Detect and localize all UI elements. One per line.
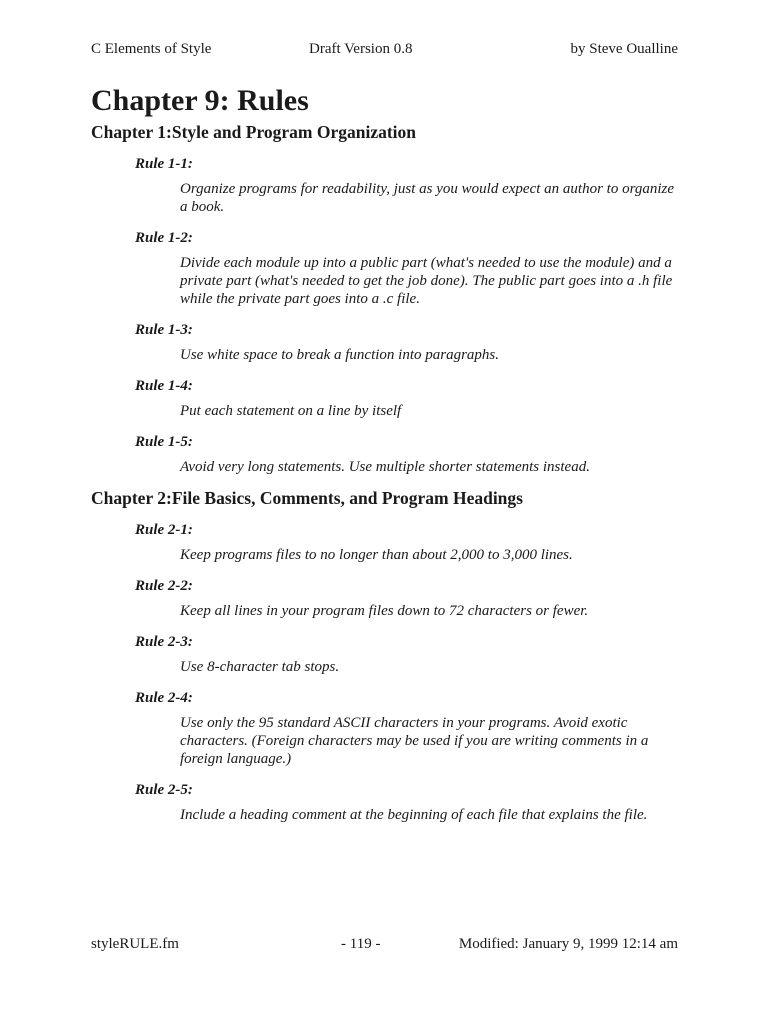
rule-1-5: [135, 433, 678, 476]
page-header: [91, 41, 678, 61]
rule-2-4: [135, 689, 678, 768]
rule-label: Rule 2-4:: [135, 690, 193, 706]
page-content: [91, 82, 678, 824]
section-title-chapter-2: Chapter 2:File Basics, Comments, and Program Headings: [91, 488, 523, 508]
page-footer: [91, 936, 678, 956]
rule-text: Use white space to break a function into paragraphs.: [180, 347, 499, 363]
footer-modified-date: Modified: January 9, 1999 12:14 am: [458, 936, 678, 952]
section-title-chapter-1: Chapter 1:Style and Program Organization: [91, 122, 417, 142]
footer-page-number: - 119 -: [341, 936, 381, 952]
rule-label: Rule 1-5:: [135, 434, 193, 450]
rule-1-3: [135, 321, 678, 364]
rule-label: Rule 1-2:: [135, 230, 193, 246]
rule-2-5: [135, 781, 678, 824]
rule-text: Organize programs for readability, just as you would expect an author to organize a book.: [180, 181, 675, 215]
rule-text: Avoid very long statements. Use multiple shorter statements instead.: [180, 459, 590, 475]
rule-text: Divide each module up into a public part (what's needed to use the module) and a private part (what's needed to get the job done). The public part goes into a .h file while the private part goes into a .c file.: [180, 255, 673, 307]
rule-text: Use only the 95 standard ASCII characters in your programs. Avoid exotic characters. (Foreign characters may be used if you are writing comments in a foreign language.): [180, 715, 649, 767]
rule-label: Rule 2-5:: [135, 782, 193, 798]
rule-1-2: [135, 229, 678, 308]
rule-label: Rule 2-3:: [135, 634, 193, 650]
rule-text: Put each statement on a line by itself: [180, 403, 402, 419]
rule-2-1: [135, 521, 678, 564]
header-author: by Steve Oualline: [570, 41, 678, 57]
rule-label: Rule 1-3:: [135, 322, 193, 338]
rule-label: Rule 2-1:: [135, 522, 193, 538]
chapter-title: Chapter 9: Rules: [91, 84, 309, 117]
rule-1-4: [135, 377, 678, 420]
rule-text: Keep programs files to no longer than about 2,000 to 3,000 lines.: [180, 547, 573, 563]
header-draft-version: Draft Version 0.8: [309, 41, 413, 57]
rule-text: Use 8-character tab stops.: [180, 659, 340, 675]
rule-label: Rule 2-2:: [135, 578, 193, 594]
rule-text: Keep all lines in your program files down to 72 characters or fewer.: [180, 603, 589, 619]
rule-text: Include a heading comment at the beginning of each file that explains the file.: [180, 807, 648, 823]
footer-file-name: styleRULE.fm: [91, 936, 179, 952]
rule-1-1: [135, 155, 678, 216]
rule-label: Rule 1-4:: [135, 378, 193, 394]
header-book-title: C Elements of Style: [91, 41, 212, 57]
rule-2-3: [135, 633, 678, 676]
rule-label: Rule 1-1:: [135, 156, 193, 172]
rule-2-2: [135, 577, 678, 620]
